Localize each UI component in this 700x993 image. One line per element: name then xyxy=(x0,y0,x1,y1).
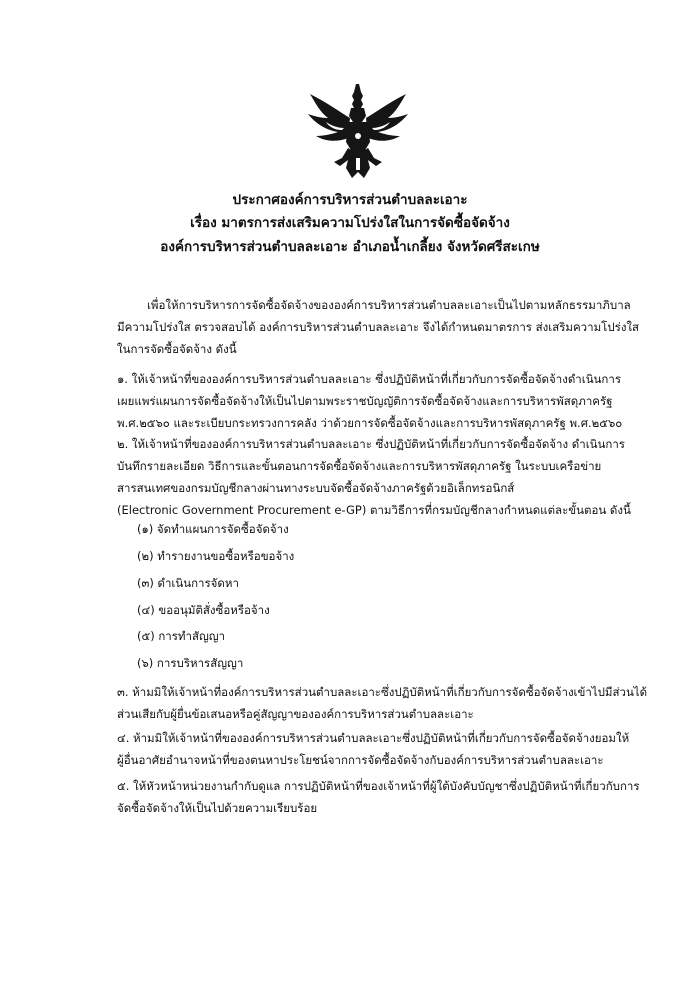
announcement-title: ประกาศองค์การบริหารส่วนตำบลละเอาะ xyxy=(232,192,468,208)
step-item: (๖) การบริหารสัญญา xyxy=(137,656,244,670)
clause-2-line-3: สารสนเทศของกรมบัญชีกลางผ่านทางระบบจัดซื้อจัดจ้างภาครัฐด้วยอิเล็กทรอนิกส์ xyxy=(117,481,515,495)
clause-5-line-2: จัดซื้อจัดจ้างให้เป็นไปด้วยความเรียบร้อย xyxy=(117,801,318,815)
step-item: (๔) ขออนุมัติสั่งซื้อหรือจ้าง xyxy=(137,603,270,617)
step-item: (๒) ทำรายงานขอซื้อหรือขอจ้าง xyxy=(137,549,295,563)
garuda-emblem-icon xyxy=(306,82,410,180)
intro-line-1: เพื่อให้การบริหารการจัดซื้อจัดจ้างขององค์การบริหารส่วนตำบลละเอาะเป็นไปตามหลักธรรมาภิบาล xyxy=(147,298,631,312)
clause-2 xyxy=(117,433,637,521)
clause-4-line-2: ผู้อื่นอาศัยอำนาจหน้าที่ของตนหาประโยชน์จากการจัดซื้อจัดจ้างกับองค์การบริหารส่วนตำบลละเอาะ xyxy=(117,753,604,767)
clause-5-line-1: ๕. ให้หัวหน้าหน่วยงานกำกับดูแล การปฏิบัติหน้าที่ของเจ้าหน้าที่ผู้ใต้บังคับบัญชาซึ่งปฏิบัติหน้าที่เกี่ยวกับการ xyxy=(117,779,640,793)
clause-2-line-4: (Electronic Government Procurement e-GP) ตามวิธีการที่กรมบัญชีกลางกำหนดแต่ละขั้นตอน ดังนี้ xyxy=(117,503,631,517)
clause-1-line-2: เผยแพร่แผนการจัดซื้อจัดจ้างให้เป็นไปตามพระราชบัญญัติการจัดซื้อจัดจ้างและการบริหารพัสดุภาครัฐ xyxy=(117,394,613,408)
intro-line-3: ในการจัดซื้อจัดจ้าง ดังนี้ xyxy=(117,342,237,356)
step-item: (๑) จัดทำแผนการจัดซื้อจัดจ้าง xyxy=(137,522,289,536)
clause-3-line-2: ส่วนเสียกับผู้ยื่นข้อเสนอหรือคู่สัญญาขององค์การบริหารส่วนตำบลละเอาะ xyxy=(117,707,474,721)
clause-1-line-3: พ.ศ.๒๕๖๐ และระเบียบกระทรวงการคลัง ว่าด้วยการจัดซื้อจัดจ้างและการบริหารพัสดุภาครัฐ พ.ศ.๒๕๖๐ xyxy=(117,416,623,430)
clause-2-line-2: บันทึกรายละเอียด วิธีการและขั้นตอนการจัดซื้อจัดจ้างและการบริหารพัสดุภาครัฐ ในระบบเครือข่าย xyxy=(117,459,602,473)
clause-1 xyxy=(117,368,637,434)
clause-4-line-1: ๔. ห้ามมิให้เจ้าหน้าที่ขององค์การบริหารส่วนตำบลละเอาะซึ่งปฏิบัติหน้าที่เกี่ยวกับการจัดซื้อจัดจ้างยอมให้ xyxy=(117,731,630,745)
clause-5 xyxy=(117,775,640,819)
clause-3-line-1: ๓. ห้ามมิให้เจ้าหน้าที่องค์การบริหารส่วนตำบลละเอาะซึ่งปฏิบัติหน้าที่เกี่ยวกับการจัดซื้อจัดจ้างเข้าไปมีส่วนได้ xyxy=(117,685,648,699)
intro-line-2: มีความโปร่งใส ตรวจสอบได้ องค์การบริหารส่วนตำบลละเอาะ จึงได้กำหนดมาตรการ ส่งเสริมความโปร่งใส xyxy=(117,320,640,334)
clause-3 xyxy=(117,681,648,725)
intro-paragraph xyxy=(117,294,640,360)
clause-1-line-1: ๑. ให้เจ้าหน้าที่ขององค์การบริหารส่วนตำบลละเอาะ ซึ่งปฏิบัติหน้าที่เกี่ยวกับการจัดซื้อจัดจ้างดำเนินการ xyxy=(117,372,622,386)
step-item: (๕) การทำสัญญา xyxy=(137,629,226,643)
clause-2-line-1: ๒. ให้เจ้าหน้าที่ขององค์การบริหารส่วนตำบลละเอาะ ซึ่งปฏิบัติหน้าที่เกี่ยวกับการจัดซื้อจัดจ้าง ดำเนินการ xyxy=(117,437,625,451)
clause-4 xyxy=(117,727,637,771)
announcement-subject: เรื่อง มาตรการส่งเสริมความโปร่งใสในการจัดซื้อจัดจ้าง xyxy=(190,215,510,231)
step-item: (๓) ดำเนินการจัดหา xyxy=(137,576,239,590)
announcement-agency: องค์การบริหารส่วนตำบลละเอาะ อำเภอน้ำเกลี้ยง จังหวัดศรีสะเกษ xyxy=(160,239,540,255)
